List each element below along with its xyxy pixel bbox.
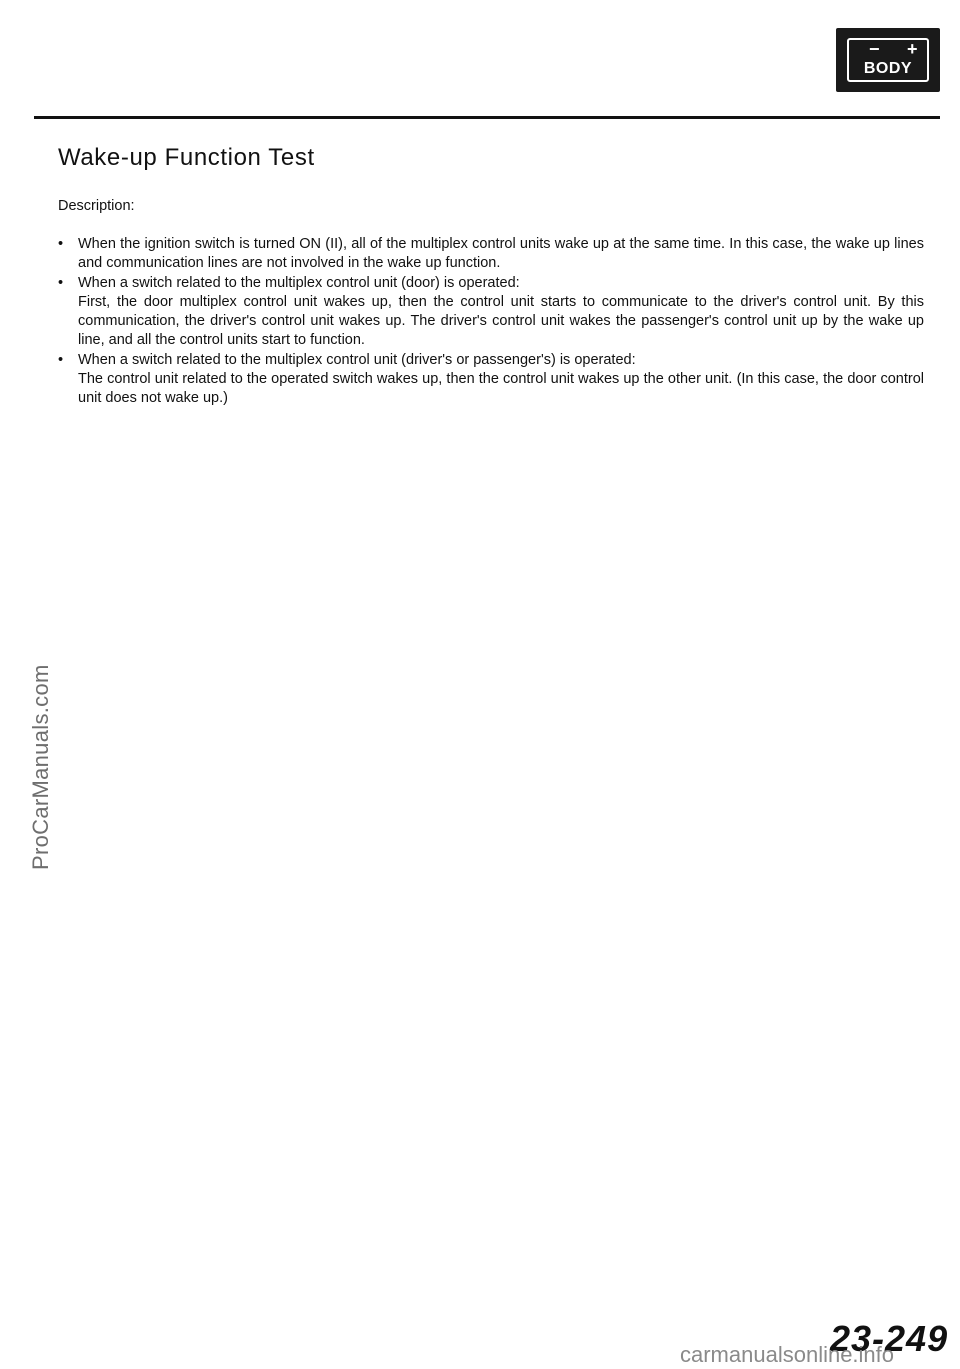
description-label: Description:	[58, 198, 135, 214]
badge-label: BODY	[863, 60, 913, 77]
list-item	[58, 274, 924, 351]
list-item	[58, 235, 924, 274]
battery-icon	[847, 38, 929, 82]
footer-watermark: carmanualsonline.info	[680, 1342, 895, 1367]
side-watermark: ProCarManuals.com	[28, 664, 53, 870]
page-number: 23-249	[830, 1318, 949, 1359]
bullet-marker: •	[58, 274, 64, 291]
bullet-text: When the ignition switch is turned ON (II), all of the multiplex control units wake up at the same time. In this case, the wake up lines and communication lines are not involved in the wake up function.	[78, 236, 924, 272]
list-item	[58, 351, 924, 409]
bullet-text: When a switch related to the multiplex control unit (driver's or passenger's) is operated:	[78, 351, 636, 368]
bullet-continuation: The control unit related to the operated switch wakes up, then the control unit wakes up the other unit. (In this case, the door control unit does not wake up.)	[78, 371, 924, 407]
header-rule	[34, 116, 940, 119]
page-title: Wake-up Function Test	[58, 144, 315, 171]
bullet-marker: •	[58, 236, 64, 252]
battery-plus-terminal: +	[907, 39, 918, 59]
bullet-marker: •	[58, 351, 64, 368]
body-section-badge	[836, 28, 940, 92]
battery-minus-terminal: −	[869, 39, 880, 59]
bullet-continuation: First, the door multiplex control unit wakes up, then the control unit starts to communicate to the driver's control unit. By this communication, the driver's control unit wakes up. The driver's control unit wakes the passenger's control unit up by the wake up line, and all the control units start to function.	[78, 293, 924, 349]
description-list	[58, 235, 924, 409]
bullet-text: When a switch related to the multiplex control unit (door) is operated:	[78, 274, 520, 291]
